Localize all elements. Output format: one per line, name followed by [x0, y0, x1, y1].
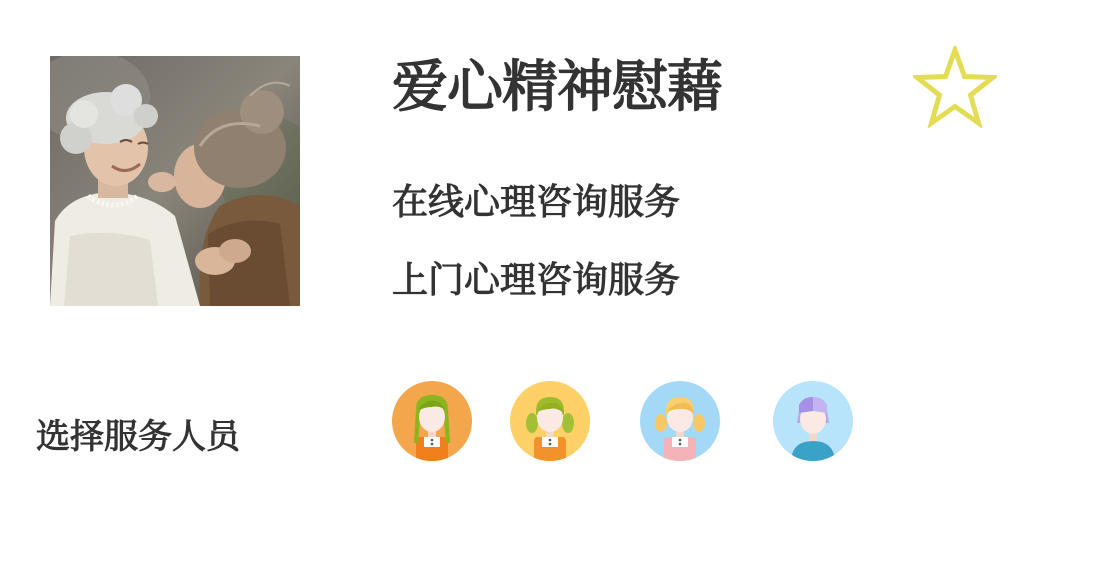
girl-green-pigtails-avatar[interactable] [510, 381, 590, 461]
girl-blonde-avatar[interactable] [640, 381, 720, 461]
online-counseling-option[interactable]: 在线心理咨询服务 [392, 182, 681, 223]
select-staff-label: 选择服务人员 [36, 417, 240, 457]
service-photo [50, 56, 300, 306]
page-title: 爱心精神慰藉 [392, 55, 722, 120]
star-outline-icon[interactable] [913, 46, 997, 128]
girl-green-hair-avatar[interactable] [392, 381, 472, 461]
boy-purple-hair-avatar[interactable] [773, 381, 853, 461]
home-counseling-option[interactable]: 上门心理咨询服务 [392, 260, 681, 301]
